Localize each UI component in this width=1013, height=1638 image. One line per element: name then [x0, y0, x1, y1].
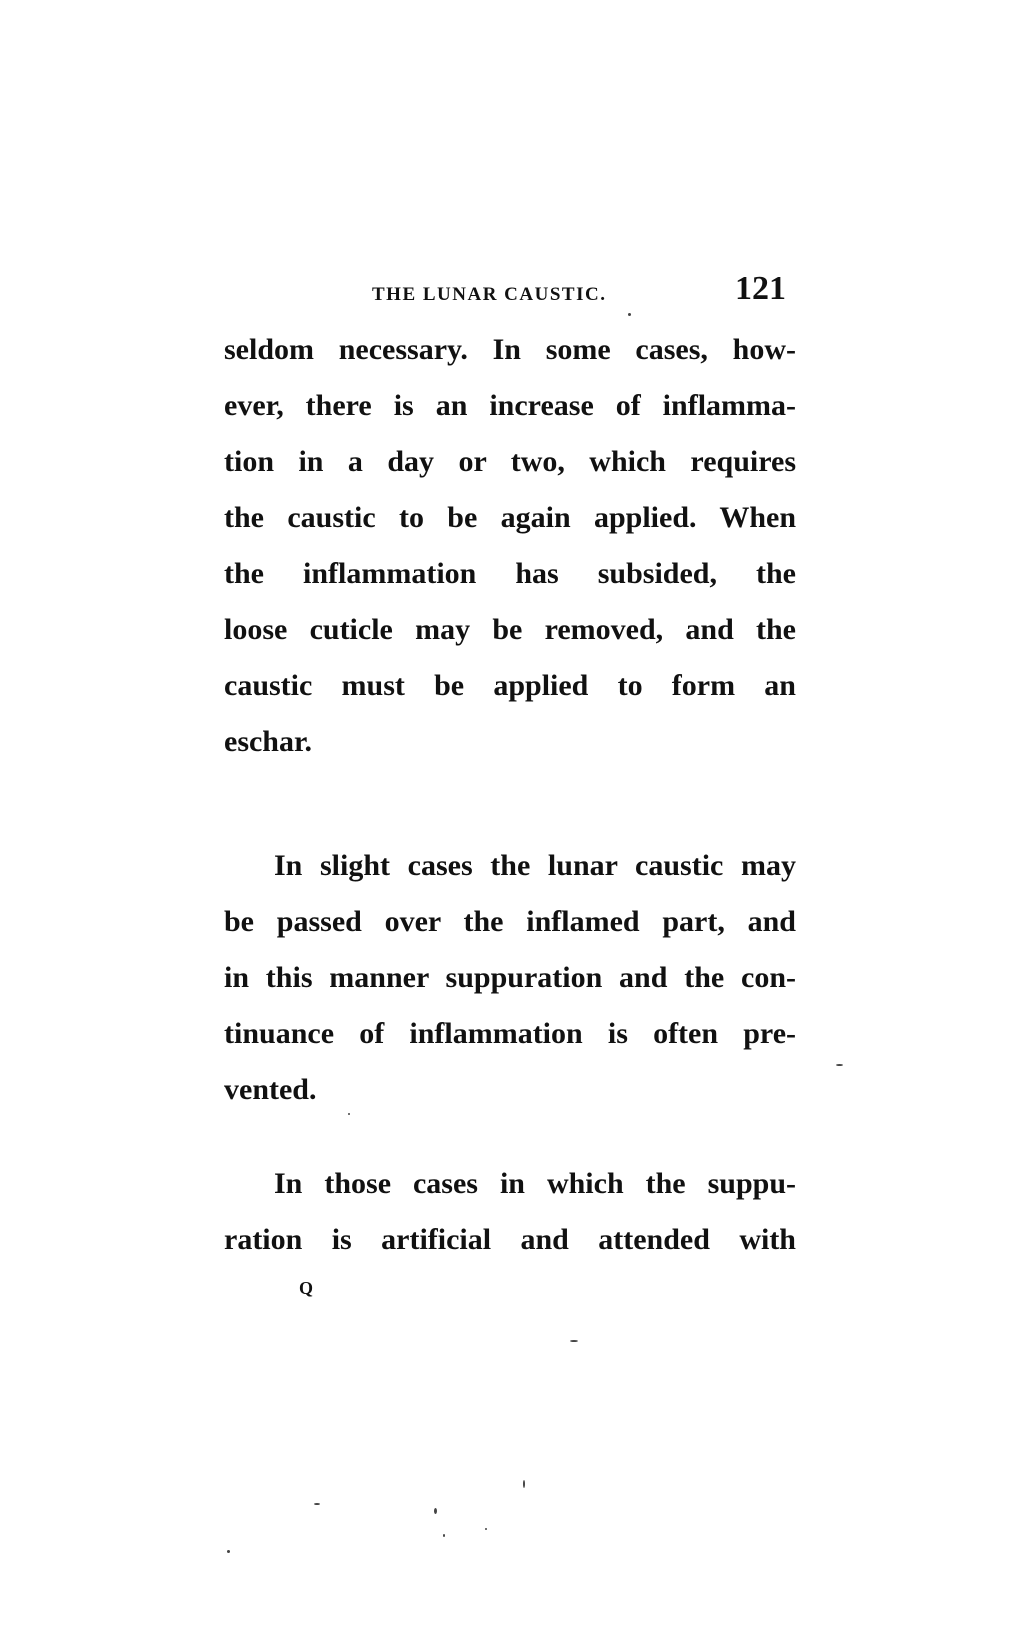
scan-speck	[523, 1480, 525, 1488]
text-line: be passed over the inflamed part, and	[224, 905, 796, 938]
page-number: 121	[735, 270, 786, 307]
paragraph-2	[224, 838, 796, 1118]
scan-speck	[348, 1113, 350, 1115]
text-line: In slight cases the lunar caustic may	[274, 849, 796, 882]
scan-speck	[314, 1503, 320, 1505]
text-line: tinuance of inflammation is often pre-	[224, 1017, 796, 1050]
text-line: In those cases in which the suppu-	[274, 1167, 796, 1200]
text-line: loose cuticle may be removed, and the	[224, 613, 796, 646]
scan-speck	[628, 313, 631, 316]
paragraph-1	[224, 322, 796, 770]
text-line: tion in a day or two, which requires	[224, 445, 796, 478]
signature-mark: Q	[299, 1278, 314, 1298]
text-line: ever, there is an increase of inflamma-	[224, 389, 796, 422]
scan-speck	[485, 1528, 487, 1530]
scan-speck	[227, 1550, 230, 1553]
text-line: in this manner suppuration and the con-	[224, 961, 796, 994]
text-line: seldom necessary. In some cases, how-	[224, 333, 796, 366]
text-line: ration is artificial and attended with	[224, 1223, 796, 1256]
text-line: the caustic to be again applied. When	[224, 501, 796, 534]
scan-speck	[443, 1534, 445, 1537]
scan-speck	[434, 1508, 437, 1514]
running-title: THE LUNAR CAUSTIC.	[372, 284, 607, 305]
text-line: eschar.	[224, 725, 313, 758]
text-line: the inflammation has subsided, the	[224, 557, 796, 590]
text-line: vented.	[224, 1073, 317, 1106]
paragraph-3	[224, 1156, 796, 1268]
scan-speck	[836, 1064, 843, 1066]
scan-speck	[570, 1340, 578, 1342]
text-line: caustic must be applied to form an	[224, 669, 796, 702]
